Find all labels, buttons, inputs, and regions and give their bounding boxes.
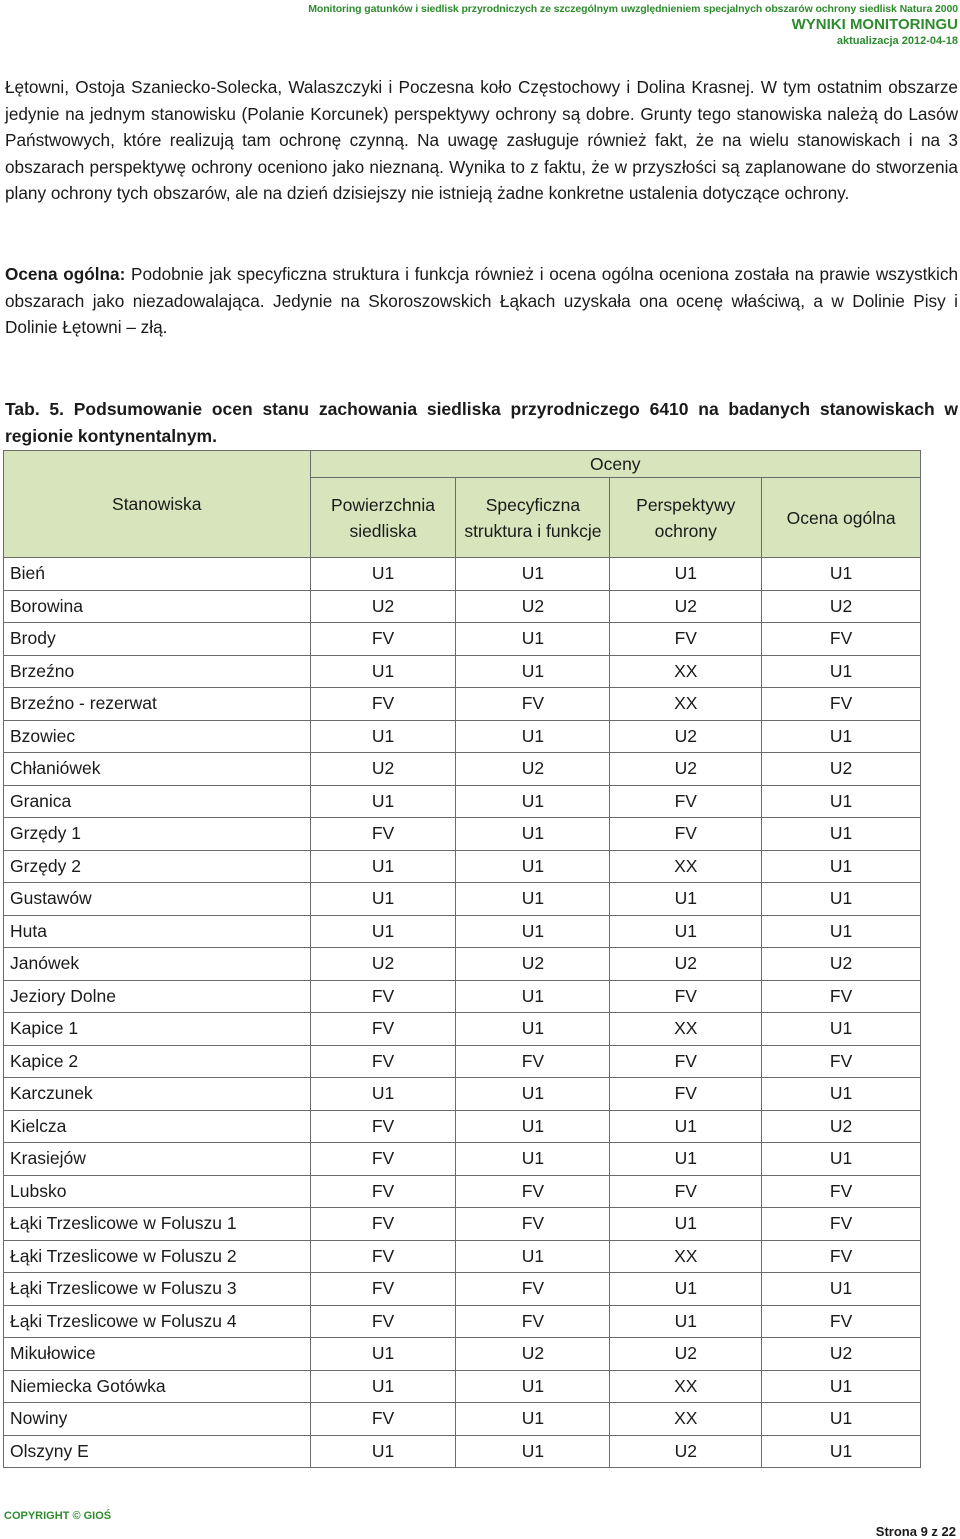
cell-powierzchnia: U1 [310,883,456,916]
cell-ocena-ogolna: U2 [762,590,921,623]
table-row [4,1370,921,1403]
table-row [4,558,921,591]
cell-powierzchnia: FV [310,1045,456,1078]
cell-perspektywy: XX [610,688,762,721]
cell-struktura: FV [456,1305,610,1338]
cell-station-name: Borowina [4,590,311,623]
cell-struktura: U1 [456,1240,610,1273]
cell-perspektywy: U1 [610,1273,762,1306]
cell-ocena-ogolna: U2 [762,948,921,981]
cell-ocena-ogolna: U1 [762,558,921,591]
cell-perspektywy: U2 [610,590,762,623]
header-powierzchnia: Powierzchnia siedliska [310,478,456,558]
cell-station-name: Brzeźno [4,655,311,688]
cell-perspektywy: U1 [610,915,762,948]
cell-ocena-ogolna: FV [762,980,921,1013]
cell-perspektywy: U1 [610,1208,762,1241]
footer-page-number: Strona 9 z 22 [875,1524,956,1539]
cell-station-name: Karczunek [4,1078,311,1111]
cell-powierzchnia: FV [310,818,456,851]
cell-station-name: Brzeźno - rezerwat [4,688,311,721]
cell-powierzchnia: FV [310,1110,456,1143]
cell-perspektywy: U2 [610,720,762,753]
cell-powierzchnia: FV [310,980,456,1013]
cell-struktura: U1 [456,623,610,656]
cell-struktura: U1 [456,1110,610,1143]
paragraph-2-text: Podobnie jak specyficzna struktura i funkcja również i ocena ogólna oceniona została na prawie wszystkich obszarach jako niezadowalająca. Jedynie na Skoroszowskich Łąkach uzyskała ona ocenę właściwą, a w Dolinie Pisy i Dolinie Łętowni – złą. [5,264,958,337]
table-row [4,753,921,786]
cell-struktura: FV [456,1273,610,1306]
cell-perspektywy: XX [610,1013,762,1046]
table-row [4,948,921,981]
cell-perspektywy: FV [610,1175,762,1208]
cell-powierzchnia: U1 [310,558,456,591]
cell-powierzchnia: FV [310,1403,456,1436]
table-row [4,980,921,1013]
cell-station-name: Kielcza [4,1110,311,1143]
cell-ocena-ogolna: FV [762,1305,921,1338]
cell-struktura: U2 [456,1338,610,1371]
cell-station-name: Łąki Trzeslicowe w Foluszu 2 [4,1240,311,1273]
cell-powierzchnia: FV [310,1208,456,1241]
cell-powierzchnia: FV [310,1305,456,1338]
cell-struktura: U1 [456,785,610,818]
cell-struktura: U1 [456,1143,610,1176]
cell-struktura: U1 [456,850,610,883]
cell-perspektywy: XX [610,655,762,688]
footer-copyright: COPYRIGHT © GIOŚ [4,1510,112,1522]
table-row [4,655,921,688]
table-row [4,785,921,818]
table-row [4,1143,921,1176]
cell-struktura: U1 [456,1403,610,1436]
cell-perspektywy: U1 [610,1110,762,1143]
paragraph-2-lead: Ocena ogólna: [5,264,126,284]
cell-struktura: U1 [456,1435,610,1468]
header-struktura: Specyficzna struktura i funkcje [456,478,610,558]
table-row [4,688,921,721]
cell-perspektywy: U2 [610,948,762,981]
cell-perspektywy: U2 [610,1435,762,1468]
cell-perspektywy: U1 [610,883,762,916]
cell-powierzchnia: FV [310,1273,456,1306]
cell-station-name: Bzowiec [4,720,311,753]
header-oceny: Oceny [310,451,920,478]
cell-perspektywy: U2 [610,1338,762,1371]
cell-struktura: U1 [456,980,610,1013]
cell-struktura: U2 [456,948,610,981]
cell-ocena-ogolna: U1 [762,1403,921,1436]
table-row [4,1175,921,1208]
cell-powierzchnia: U1 [310,915,456,948]
cell-ocena-ogolna: U2 [762,1338,921,1371]
table-row [4,1435,921,1468]
cell-station-name: Kapice 1 [4,1013,311,1046]
cell-ocena-ogolna: U1 [762,1143,921,1176]
cell-struktura: U1 [456,1013,610,1046]
cell-station-name: Łąki Trzeslicowe w Foluszu 1 [4,1208,311,1241]
table-row [4,720,921,753]
cell-station-name: Grzędy 1 [4,818,311,851]
header-update-date: aktualizacja 2012-04-18 [836,35,958,47]
cell-ocena-ogolna: U1 [762,1370,921,1403]
cell-perspektywy: U1 [610,1305,762,1338]
cell-ocena-ogolna: U1 [762,818,921,851]
paragraph-1: Łętowni, Ostoja Szaniecko-Solecka, Walaszczyki i Poczesna koło Częstochowy i Dolina Krasnej. W tym ostatnim obszarze jedynie na jednym stanowisku (Polanie Korcunek) perspektywy ochrony są dobre. Grunty tego stanowiska należą do Lasów Państwowych, które realizują tam ochronę czynną. Na uwagę zasługuje również fakt, że na wielu stanowiskach i na 3 obszarach perspektywę ochrony oceniono jako nieznaną. Wynika to z faktu, że w przyszłości są zaplanowane do stworzenia plany ochrony tych obszarów, ale na dzień dzisiejszy nie istnieją żadne konkretne ustalenia dotyczące ochrony. [5,77,958,203]
cell-station-name: Nowiny [4,1403,311,1436]
table-row [4,1338,921,1371]
cell-ocena-ogolna: U1 [762,720,921,753]
cell-ocena-ogolna: U1 [762,1435,921,1468]
cell-station-name: Chłaniówek [4,753,311,786]
cell-station-name: Krasiejów [4,1143,311,1176]
cell-station-name: Grzędy 2 [4,850,311,883]
cell-powierzchnia: U2 [310,753,456,786]
cell-struktura: U2 [456,753,610,786]
cell-powierzchnia: FV [310,1013,456,1046]
cell-perspektywy: FV [610,1078,762,1111]
paragraph-2 [5,261,958,341]
cell-perspektywy: FV [610,1045,762,1078]
cell-station-name: Granica [4,785,311,818]
cell-struktura: U1 [456,1370,610,1403]
table-row [4,883,921,916]
table-row [4,818,921,851]
cell-perspektywy: XX [610,1240,762,1273]
cell-perspektywy: XX [610,1370,762,1403]
cell-powierzchnia: U1 [310,655,456,688]
cell-struktura: FV [456,1208,610,1241]
table-row [4,915,921,948]
cell-struktura: FV [456,1175,610,1208]
cell-perspektywy: FV [610,785,762,818]
cell-perspektywy: U1 [610,558,762,591]
cell-station-name: Janówek [4,948,311,981]
cell-struktura: FV [456,688,610,721]
table-row [4,1403,921,1436]
cell-struktura: U1 [456,655,610,688]
cell-station-name: Brody [4,623,311,656]
cell-station-name: Lubsko [4,1175,311,1208]
cell-powierzchnia: U1 [310,1338,456,1371]
table-row [4,1240,921,1273]
page-header [308,2,958,48]
cell-perspektywy: FV [610,818,762,851]
cell-ocena-ogolna: U1 [762,850,921,883]
cell-struktura: U1 [456,818,610,851]
cell-powierzchnia: FV [310,1175,456,1208]
cell-powierzchnia: FV [310,1143,456,1176]
cell-station-name: Mikułowice [4,1338,311,1371]
cell-struktura: U1 [456,883,610,916]
cell-struktura: U2 [456,590,610,623]
cell-powierzchnia: U1 [310,850,456,883]
table-row [4,1110,921,1143]
cell-station-name: Olszyny E [4,1435,311,1468]
cell-ocena-ogolna: FV [762,1045,921,1078]
cell-ocena-ogolna: U1 [762,1013,921,1046]
cell-powierzchnia: U2 [310,948,456,981]
header-stanowiska: Stanowiska [4,451,311,558]
cell-station-name: Kapice 2 [4,1045,311,1078]
header-ocena-ogolna: Ocena ogólna [762,478,921,558]
cell-ocena-ogolna: U1 [762,883,921,916]
table-row [4,1305,921,1338]
cell-struktura: U1 [456,1078,610,1111]
table-row [4,1208,921,1241]
cell-powierzchnia: U1 [310,785,456,818]
table-body [4,558,921,1468]
cell-ocena-ogolna: FV [762,688,921,721]
cell-powierzchnia: FV [310,1240,456,1273]
cell-ocena-ogolna: FV [762,1175,921,1208]
cell-perspektywy: U1 [610,1143,762,1176]
cell-ocena-ogolna: U1 [762,1273,921,1306]
cell-station-name: Niemiecka Gotówka [4,1370,311,1403]
cell-struktura: U1 [456,915,610,948]
cell-ocena-ogolna: U1 [762,1078,921,1111]
table-row [4,590,921,623]
cell-powierzchnia: U1 [310,1370,456,1403]
cell-station-name: Huta [4,915,311,948]
cell-perspektywy: U2 [610,753,762,786]
cell-struktura: FV [456,1045,610,1078]
summary-table [3,450,921,1468]
header-title: WYNIKI MONITORINGU [791,16,958,33]
cell-perspektywy: XX [610,850,762,883]
table-row [4,1078,921,1111]
cell-perspektywy: FV [610,980,762,1013]
cell-powierzchnia: U1 [310,1078,456,1111]
cell-station-name: Bień [4,558,311,591]
cell-ocena-ogolna: U1 [762,785,921,818]
cell-station-name: Łąki Trzeslicowe w Foluszu 3 [4,1273,311,1306]
table-row [4,623,921,656]
cell-powierzchnia: U2 [310,590,456,623]
cell-ocena-ogolna: U2 [762,1110,921,1143]
table-row [4,850,921,883]
header-subtitle: Monitoring gatunków i siedlisk przyrodniczych ze szczególnym uwzględnieniem specjalnych obszarów ochrony siedlisk Natura 2000 [308,3,958,15]
cell-ocena-ogolna: U2 [762,753,921,786]
cell-station-name: Jeziory Dolne [4,980,311,1013]
cell-struktura: U1 [456,720,610,753]
header-perspektywy: Perspektywy ochrony [610,478,762,558]
cell-perspektywy: FV [610,623,762,656]
cell-perspektywy: XX [610,1403,762,1436]
cell-station-name: Łąki Trzeslicowe w Foluszu 4 [4,1305,311,1338]
cell-powierzchnia: FV [310,688,456,721]
table-row [4,1013,921,1046]
cell-ocena-ogolna: U1 [762,915,921,948]
table-row [4,1045,921,1078]
cell-ocena-ogolna: FV [762,623,921,656]
cell-station-name: Gustawów [4,883,311,916]
cell-ocena-ogolna: FV [762,1208,921,1241]
cell-ocena-ogolna: FV [762,1240,921,1273]
cell-struktura: U1 [456,558,610,591]
table-row [4,1273,921,1306]
cell-powierzchnia: U1 [310,720,456,753]
cell-powierzchnia: U1 [310,1435,456,1468]
cell-ocena-ogolna: U1 [762,655,921,688]
table-caption: Tab. 5. Podsumowanie ocen stanu zachowania siedliska przyrodniczego 6410 na badanych stanowiskach w regionie kontynentalnym. [5,399,958,446]
cell-powierzchnia: FV [310,623,456,656]
